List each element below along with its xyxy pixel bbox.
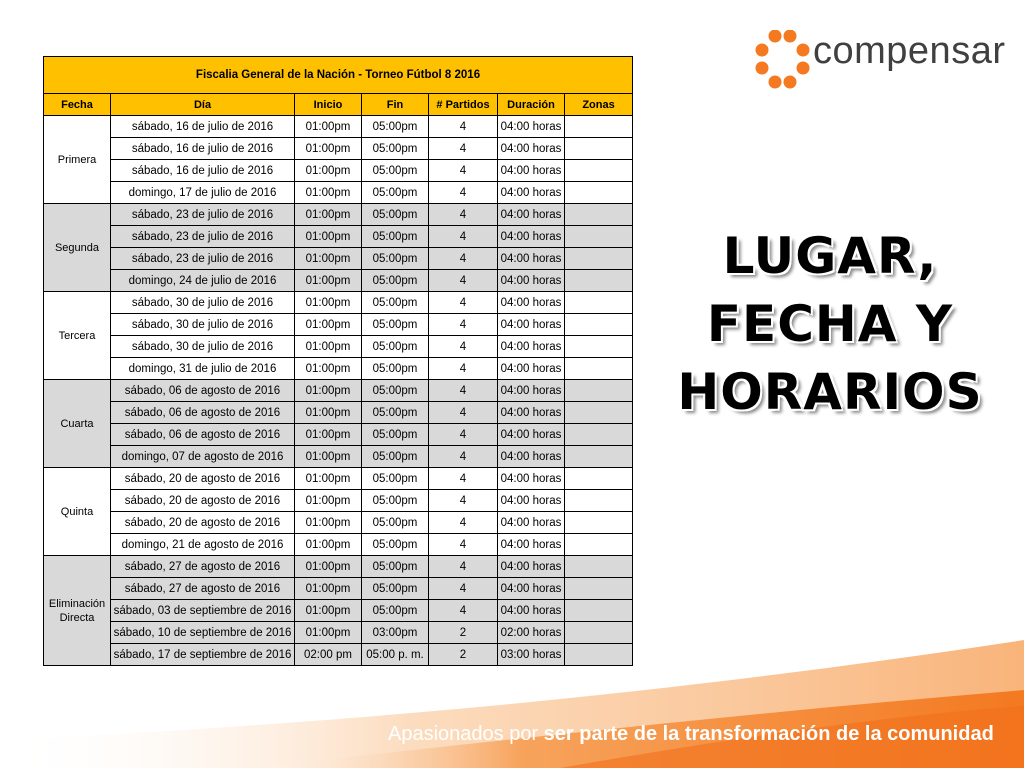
table-cell: [565, 622, 633, 644]
table-cell: 05:00pm: [362, 468, 429, 490]
table-cell: domingo, 21 de agosto de 2016: [111, 534, 295, 556]
table-cell: [565, 138, 633, 160]
table-cell: 04:00 horas: [498, 446, 565, 468]
fecha-cell: Quinta: [44, 468, 111, 556]
table-row: [44, 578, 633, 600]
table-cell: 05:00pm: [362, 380, 429, 402]
table-row: [44, 270, 633, 292]
table-cell: 05:00pm: [362, 336, 429, 358]
table-cell: 04:00 horas: [498, 380, 565, 402]
table-cell: 4: [429, 534, 498, 556]
table-row: [44, 292, 633, 314]
table-cell: 05:00 p. m.: [362, 644, 429, 666]
table-cell: [565, 116, 633, 138]
table-cell: [565, 512, 633, 534]
table-cell: 05:00pm: [362, 226, 429, 248]
table-cell: 01:00pm: [295, 578, 362, 600]
table-cell: 4: [429, 314, 498, 336]
table-cell: 04:00 horas: [498, 556, 565, 578]
table-cell: 04:00 horas: [498, 490, 565, 512]
table-cell: 05:00pm: [362, 270, 429, 292]
table-cell: 2: [429, 622, 498, 644]
table-cell: sábado, 30 de julio de 2016: [111, 314, 295, 336]
table-cell: [565, 600, 633, 622]
table-cell: sábado, 27 de agosto de 2016: [111, 578, 295, 600]
table-cell: sábado, 23 de julio de 2016: [111, 248, 295, 270]
table-cell: 05:00pm: [362, 160, 429, 182]
table-cell: [565, 490, 633, 512]
table-cell: 4: [429, 138, 498, 160]
table-cell: 2: [429, 644, 498, 666]
fecha-cell: Primera: [44, 116, 111, 204]
tagline-part-1: Apasionados por: [388, 723, 544, 745]
table-cell: 05:00pm: [362, 138, 429, 160]
table-cell: 01:00pm: [295, 556, 362, 578]
table-cell: 04:00 horas: [498, 204, 565, 226]
column-header: Duración: [498, 94, 565, 116]
table-row: [44, 534, 633, 556]
table-cell: 04:00 horas: [498, 226, 565, 248]
table-title: Fiscalia General de la Nación - Torneo Fútbol 8 2016: [44, 57, 633, 94]
table-cell: 01:00pm: [295, 446, 362, 468]
table-cell: 04:00 horas: [498, 424, 565, 446]
table-cell: 4: [429, 446, 498, 468]
table-cell: 4: [429, 160, 498, 182]
fecha-cell: Tercera: [44, 292, 111, 380]
table-cell: 4: [429, 512, 498, 534]
table-cell: 01:00pm: [295, 160, 362, 182]
table-cell: 04:00 horas: [498, 534, 565, 556]
table-cell: 04:00 horas: [498, 512, 565, 534]
table-cell: [565, 160, 633, 182]
headline: [660, 222, 1000, 426]
table-cell: 01:00pm: [295, 380, 362, 402]
table-cell: 05:00pm: [362, 116, 429, 138]
fecha-cell: Segunda: [44, 204, 111, 292]
table-cell: 01:00pm: [295, 336, 362, 358]
table-row: [44, 160, 633, 182]
table-row: [44, 556, 633, 578]
table-cell: [565, 336, 633, 358]
table-row: [44, 402, 633, 424]
table-cell: domingo, 24 de julio de 2016: [111, 270, 295, 292]
table-cell: 4: [429, 600, 498, 622]
table-row: [44, 226, 633, 248]
column-header: Fin: [362, 94, 429, 116]
table-cell: 01:00pm: [295, 490, 362, 512]
table-cell: [565, 468, 633, 490]
table-cell: 05:00pm: [362, 292, 429, 314]
table-cell: sábado, 23 de julio de 2016: [111, 204, 295, 226]
table-cell: 01:00pm: [295, 116, 362, 138]
table-cell: 02:00 horas: [498, 622, 565, 644]
column-header: Fecha: [44, 94, 111, 116]
table-cell: 4: [429, 336, 498, 358]
table-cell: 01:00pm: [295, 358, 362, 380]
table-cell: domingo, 07 de agosto de 2016: [111, 446, 295, 468]
table-cell: [565, 556, 633, 578]
table-cell: 4: [429, 182, 498, 204]
table-cell: 4: [429, 248, 498, 270]
table-cell: sábado, 23 de julio de 2016: [111, 226, 295, 248]
table-cell: 04:00 horas: [498, 248, 565, 270]
table-cell: 05:00pm: [362, 490, 429, 512]
table-cell: 4: [429, 490, 498, 512]
table-cell: sábado, 16 de julio de 2016: [111, 160, 295, 182]
headline-line-3: HORARIOS: [677, 363, 983, 421]
table-cell: [565, 358, 633, 380]
table-cell: 4: [429, 358, 498, 380]
tagline-part-2: ser parte de la transformación de la comunidad: [543, 723, 994, 745]
tagline: [388, 723, 994, 746]
table-cell: sábado, 30 de julio de 2016: [111, 336, 295, 358]
table-cell: 05:00pm: [362, 204, 429, 226]
table-row: [44, 314, 633, 336]
table-cell: [565, 644, 633, 666]
table-row: [44, 116, 633, 138]
table-cell: sábado, 06 de agosto de 2016: [111, 380, 295, 402]
table-row: [44, 204, 633, 226]
table-cell: [565, 314, 633, 336]
table-cell: 05:00pm: [362, 402, 429, 424]
table-cell: 01:00pm: [295, 402, 362, 424]
table-cell: 01:00pm: [295, 534, 362, 556]
table-cell: 04:00 horas: [498, 402, 565, 424]
table-cell: 01:00pm: [295, 248, 362, 270]
table-cell: sábado, 27 de agosto de 2016: [111, 556, 295, 578]
table-cell: 04:00 horas: [498, 358, 565, 380]
table-cell: 01:00pm: [295, 512, 362, 534]
table-row: [44, 622, 633, 644]
table-row: [44, 468, 633, 490]
table-cell: 4: [429, 468, 498, 490]
table-cell: sábado, 20 de agosto de 2016: [111, 512, 295, 534]
table-row: [44, 138, 633, 160]
table-row: [44, 446, 633, 468]
table-cell: [565, 182, 633, 204]
table-cell: 03:00 horas: [498, 644, 565, 666]
table-row: [44, 248, 633, 270]
table-cell: 4: [429, 270, 498, 292]
table-cell: 4: [429, 578, 498, 600]
table-cell: [565, 292, 633, 314]
table-row: [44, 600, 633, 622]
table-cell: 05:00pm: [362, 534, 429, 556]
table-cell: 04:00 horas: [498, 270, 565, 292]
table-cell: 04:00 horas: [498, 182, 565, 204]
table-cell: 4: [429, 292, 498, 314]
table-cell: [565, 248, 633, 270]
table-cell: 04:00 horas: [498, 578, 565, 600]
table-cell: 04:00 horas: [498, 314, 565, 336]
table-cell: 04:00 horas: [498, 468, 565, 490]
table-cell: 04:00 horas: [498, 116, 565, 138]
table-row: [44, 512, 633, 534]
table-cell: 01:00pm: [295, 622, 362, 644]
table-cell: 01:00pm: [295, 424, 362, 446]
table-cell: sábado, 16 de julio de 2016: [111, 138, 295, 160]
table-cell: 04:00 horas: [498, 600, 565, 622]
schedule-table: [43, 56, 633, 666]
column-header: Zonas: [565, 94, 633, 116]
table-cell: 01:00pm: [295, 138, 362, 160]
table-cell: 01:00pm: [295, 292, 362, 314]
table-cell: sábado, 20 de agosto de 2016: [111, 468, 295, 490]
table-cell: [565, 226, 633, 248]
table-row: [44, 182, 633, 204]
column-header: Día: [111, 94, 295, 116]
table-cell: [565, 446, 633, 468]
table-cell: 04:00 horas: [498, 292, 565, 314]
table-cell: 05:00pm: [362, 446, 429, 468]
table-cell: 01:00pm: [295, 226, 362, 248]
table-cell: 01:00pm: [295, 468, 362, 490]
headline-line-1: LUGAR,: [722, 227, 938, 285]
table-cell: sábado, 10 de septiembre de 2016: [111, 622, 295, 644]
fecha-cell: Cuarta: [44, 380, 111, 468]
table-row: [44, 336, 633, 358]
table-cell: 01:00pm: [295, 600, 362, 622]
table-cell: sábado, 06 de agosto de 2016: [111, 424, 295, 446]
table-cell: [565, 578, 633, 600]
table-cell: 4: [429, 116, 498, 138]
table-cell: sábado, 17 de septiembre de 2016: [111, 644, 295, 666]
table-cell: [565, 424, 633, 446]
table-cell: 01:00pm: [295, 270, 362, 292]
header-row: [44, 94, 633, 116]
table-row: [44, 358, 633, 380]
headline-line-2: FECHA Y: [706, 295, 954, 353]
table-cell: [565, 270, 633, 292]
table-cell: 05:00pm: [362, 578, 429, 600]
table-row: [44, 424, 633, 446]
table-cell: 4: [429, 556, 498, 578]
column-header: # Partidos: [429, 94, 498, 116]
table-cell: 04:00 horas: [498, 160, 565, 182]
table-cell: 04:00 horas: [498, 336, 565, 358]
table-cell: domingo, 17 de julio de 2016: [111, 182, 295, 204]
table-cell: 4: [429, 380, 498, 402]
table-row: [44, 644, 633, 666]
table-row: [44, 490, 633, 512]
table-cell: 03:00pm: [362, 622, 429, 644]
table-cell: domingo, 31 de julio de 2016: [111, 358, 295, 380]
table-cell: sábado, 20 de agosto de 2016: [111, 490, 295, 512]
table-cell: 4: [429, 424, 498, 446]
table-cell: 05:00pm: [362, 314, 429, 336]
table-cell: 4: [429, 204, 498, 226]
table-row: [44, 380, 633, 402]
table-cell: [565, 534, 633, 556]
table-cell: [565, 402, 633, 424]
table-cell: 01:00pm: [295, 314, 362, 336]
table-cell: 04:00 horas: [498, 138, 565, 160]
table-cell: 02:00 pm: [295, 644, 362, 666]
table-cell: [565, 204, 633, 226]
table-cell: 05:00pm: [362, 358, 429, 380]
table-cell: 01:00pm: [295, 204, 362, 226]
table-cell: 4: [429, 402, 498, 424]
table-cell: sábado, 06 de agosto de 2016: [111, 402, 295, 424]
table-cell: sábado, 30 de julio de 2016: [111, 292, 295, 314]
table-cell: 05:00pm: [362, 556, 429, 578]
table-cell: sábado, 03 de septiembre de 2016: [111, 600, 295, 622]
table-cell: 4: [429, 226, 498, 248]
table-cell: 05:00pm: [362, 512, 429, 534]
table-cell: [565, 380, 633, 402]
fecha-cell: Eliminación Directa: [44, 556, 111, 666]
table-cell: 05:00pm: [362, 424, 429, 446]
table-cell: 01:00pm: [295, 182, 362, 204]
table-cell: sábado, 16 de julio de 2016: [111, 116, 295, 138]
table-cell: 05:00pm: [362, 248, 429, 270]
table-cell: 05:00pm: [362, 600, 429, 622]
compensar-wordmark: compensar: [813, 30, 1006, 72]
column-header: Inicio: [295, 94, 362, 116]
table-cell: 05:00pm: [362, 182, 429, 204]
